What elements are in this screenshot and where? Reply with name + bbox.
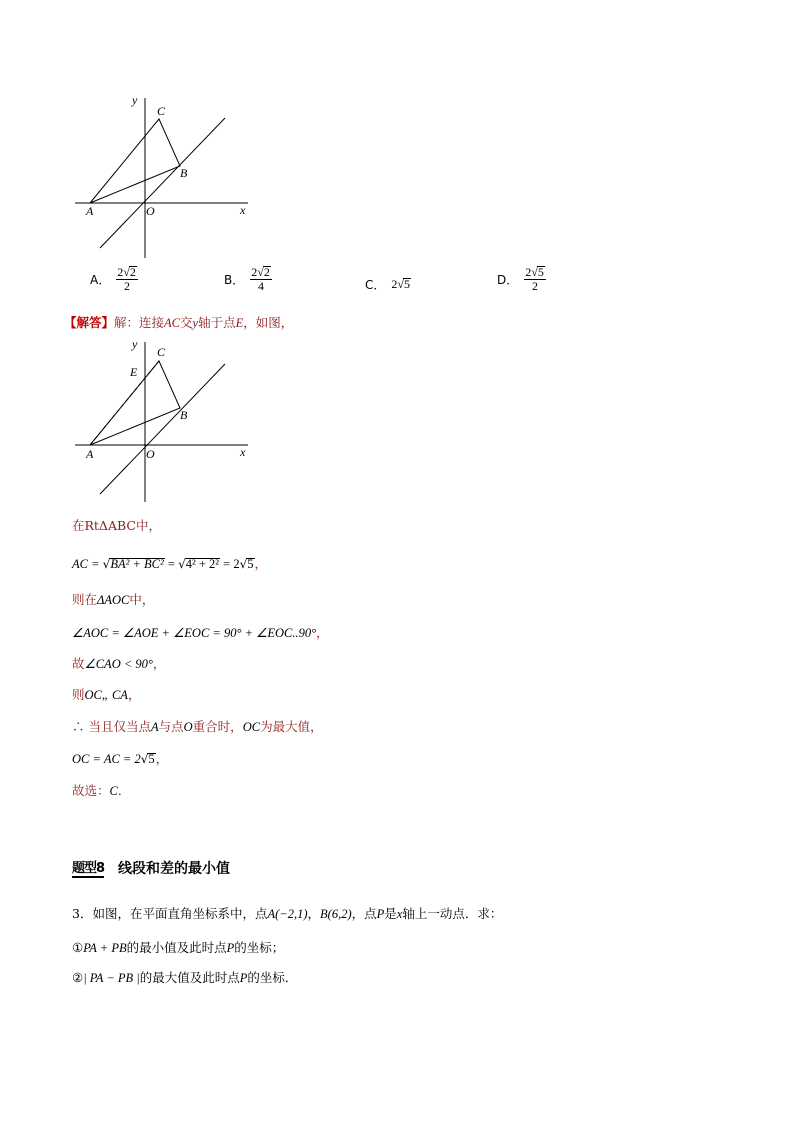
triangle-abc <box>90 119 180 203</box>
option-b-value: $\frac{2√2}{4}$ <box>251 265 270 293</box>
section-title: 线段和差的最小值 <box>118 860 231 877</box>
label-c: C <box>157 104 166 118</box>
line-through-origin <box>100 364 225 494</box>
label-y: y <box>132 93 138 107</box>
figure-1-diagram <box>70 88 260 263</box>
solution-line-8: OC = AC = 2√5， <box>72 751 169 766</box>
option-a <box>90 266 138 293</box>
solution-line-9: 故选：C． <box>72 783 131 798</box>
solution-line-1: 在RtΔABC中， <box>72 518 161 533</box>
label-b: B <box>180 408 188 422</box>
option-d <box>497 266 546 293</box>
label-o: O <box>146 204 155 218</box>
option-c <box>365 276 411 293</box>
solution-line-7: ∴ 当且仅当点A与点O重合时，OC为最大值， <box>72 719 323 734</box>
solution-line-6: 则OC„ CA， <box>72 687 141 702</box>
label-a: A <box>86 447 94 461</box>
question-line-1: 3．如图，在平面直角坐标系中，点A(−2,1)，B(6,2)，点P是x轴上一动点．求： <box>72 906 503 921</box>
label-a: A <box>86 204 94 218</box>
label-x: x <box>240 203 246 217</box>
label-x: x <box>240 445 246 459</box>
section-tag: 题型8 <box>72 857 104 878</box>
solution-line-5: 故∠CAO < 90°， <box>72 656 166 671</box>
option-a-label: A． <box>90 273 111 287</box>
option-b <box>224 266 272 293</box>
option-d-value: $\frac{2√5}{2}$ <box>525 265 544 293</box>
option-c-label: C． <box>365 278 386 292</box>
label-o: O <box>146 447 155 461</box>
option-d-label: D． <box>497 273 519 287</box>
figure-2-diagram <box>70 332 260 507</box>
option-b-label: B． <box>224 273 245 287</box>
label-e: E <box>130 365 138 379</box>
label-y: y <box>132 337 138 351</box>
option-c-value: 2√5 <box>391 277 410 291</box>
solution-intro: 【解答】解：连接AC交y轴于点E，如图， <box>64 315 294 330</box>
solution-tag: 【解答】 <box>64 315 115 330</box>
line-through-origin <box>100 118 225 248</box>
question-line-2: ①PA + PB的最小值及此时点P的坐标； <box>72 940 285 955</box>
label-c: C <box>157 345 166 359</box>
solution-line-4: ∠AOC = ∠AOE + ∠EOC = 90° + ∠EOC..90°， <box>72 625 329 640</box>
solution-line-3: 则在ΔAOC中， <box>72 592 155 607</box>
solution-line-2: AC = √BA² + BC² = √4² + 2² = 2√5， <box>72 556 268 571</box>
label-b: B <box>180 166 188 180</box>
question-line-3: ②| PA − PB |的最大值及此时点P的坐标． <box>72 970 298 985</box>
section-heading <box>72 857 230 878</box>
option-a-value: $\frac{2√2}{2}$ <box>117 265 136 293</box>
